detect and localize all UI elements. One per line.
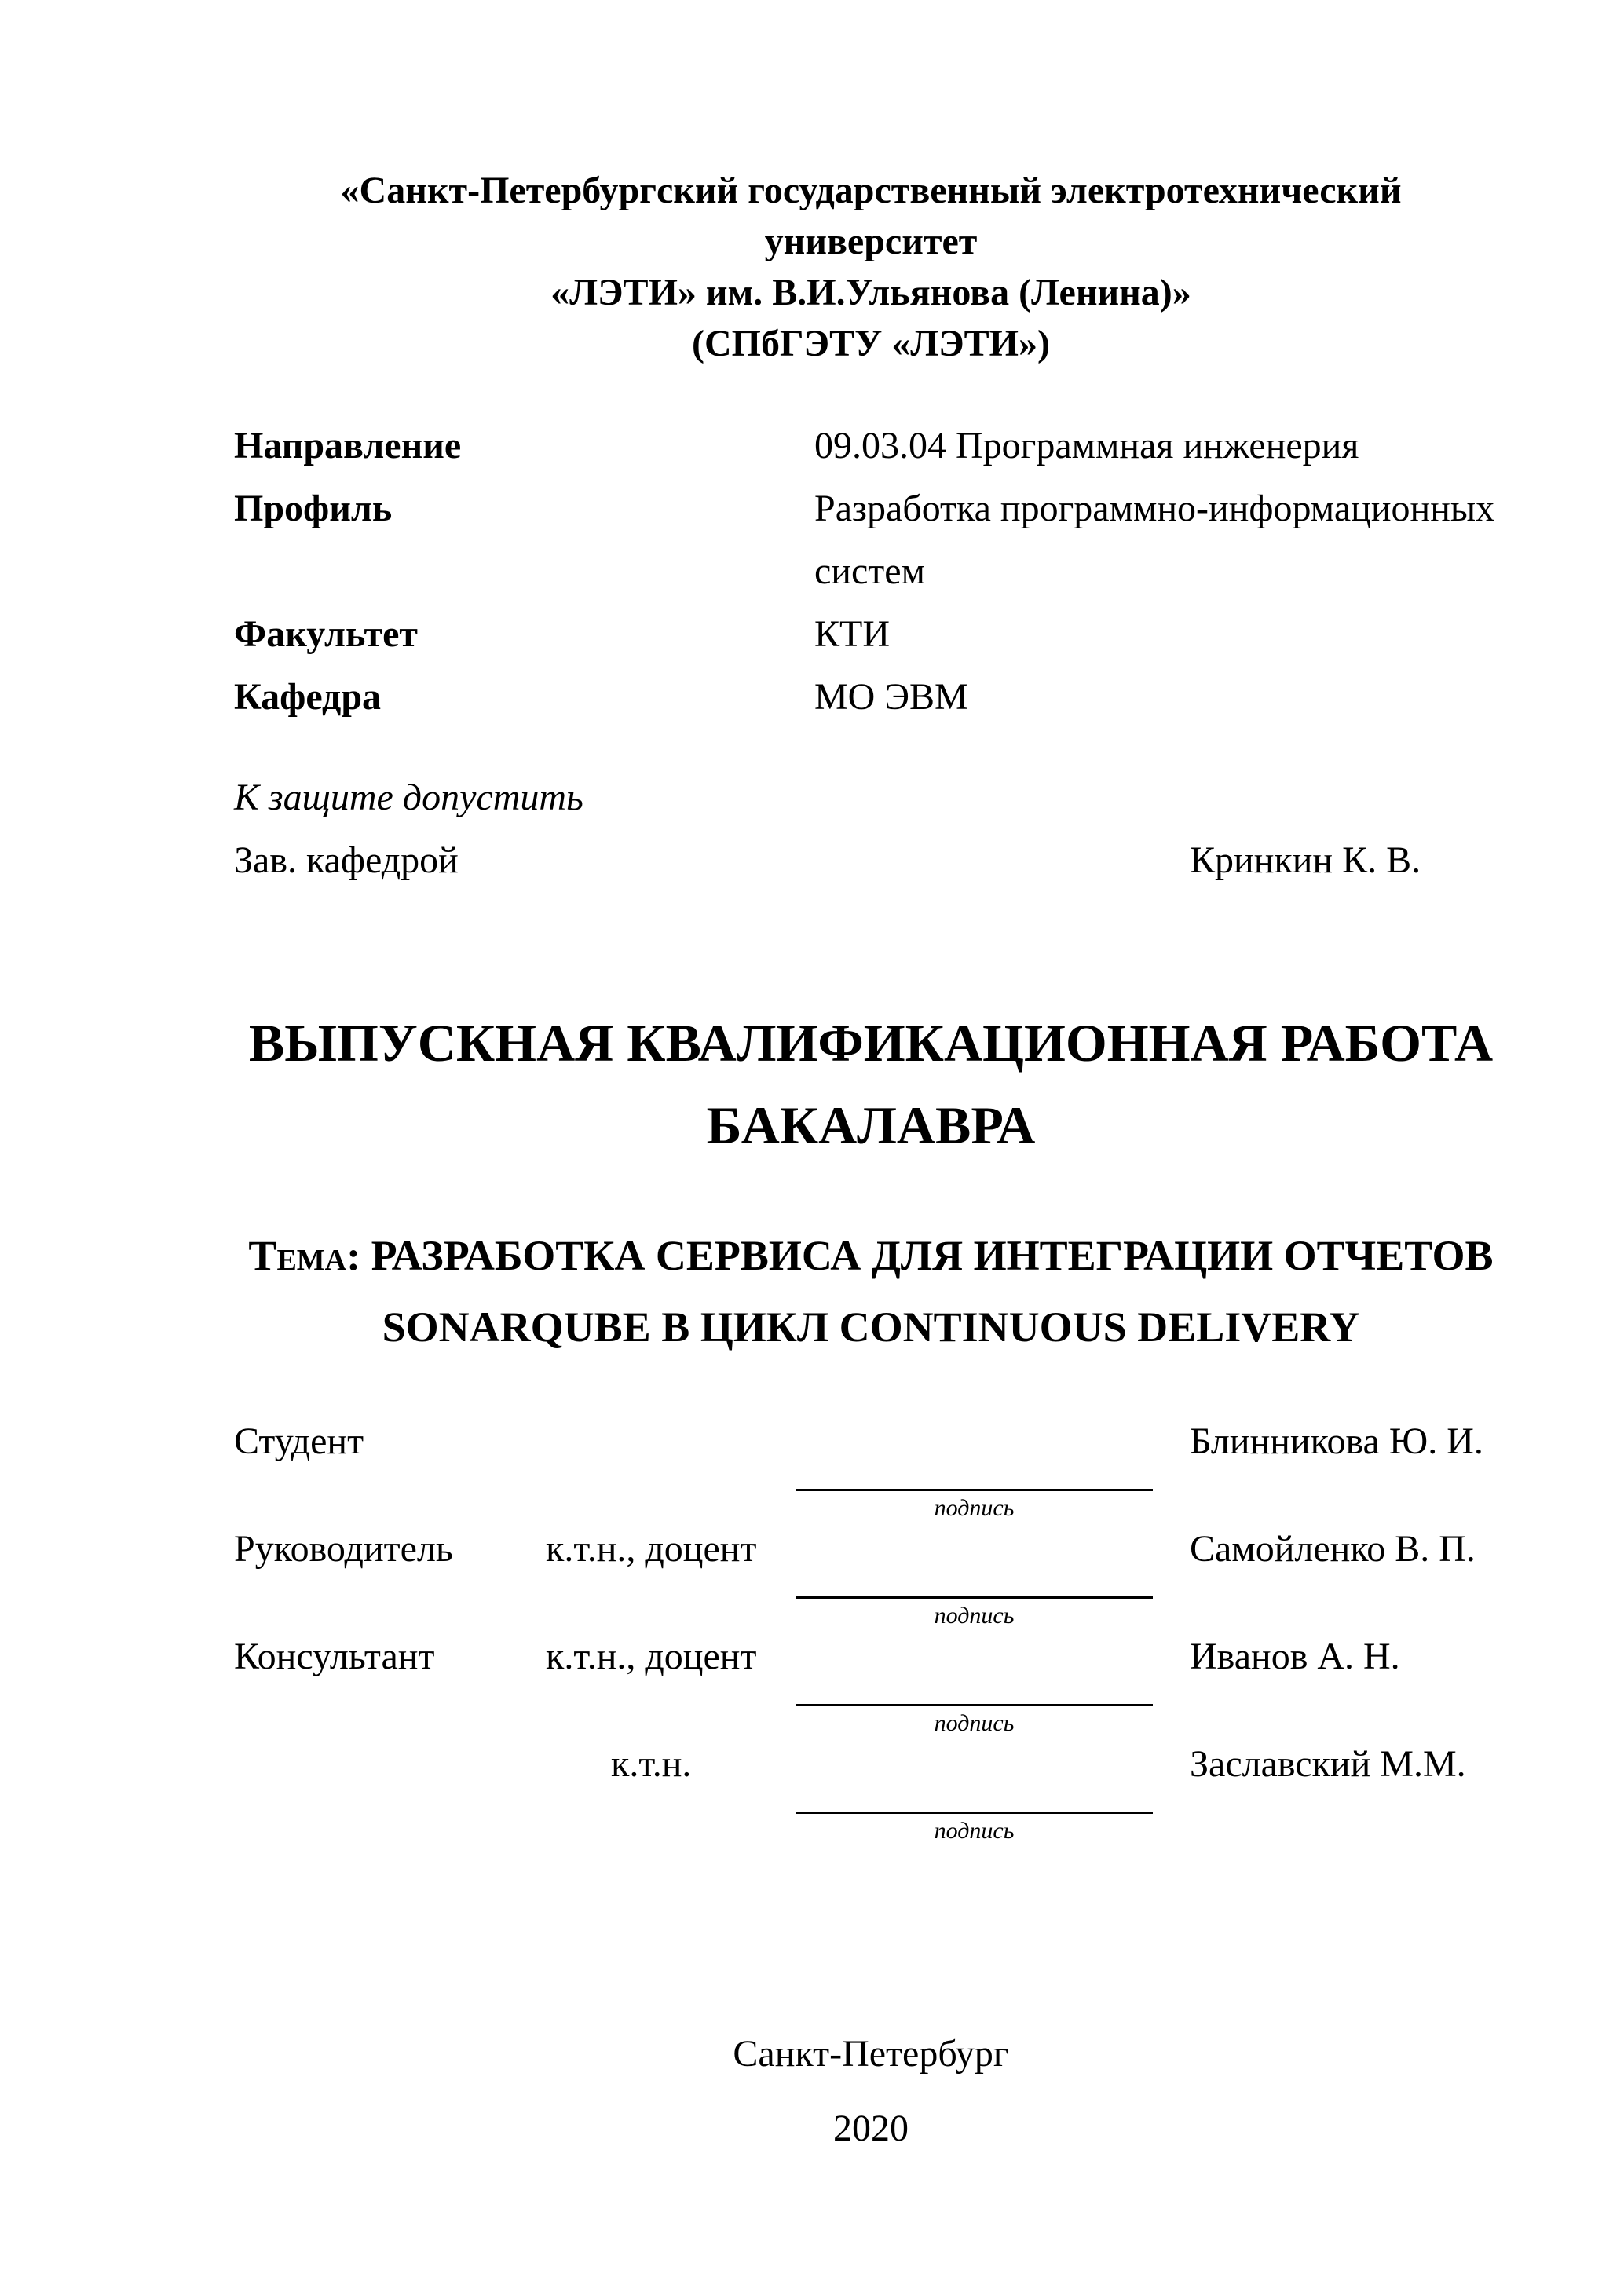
signature-caption: подпись [934,1603,1015,1629]
work-title-line-2: БАКАЛАВРА [706,1095,1036,1155]
admission-block [234,766,1508,892]
signature-line [796,1420,1153,1491]
field-label-profile: Профиль [234,488,393,529]
signature-cell [796,1635,1153,1742]
signature-cell [796,1420,1153,1527]
department-head-label: Зав. кафедрой [234,839,459,881]
page-footer [234,2016,1508,2166]
signature-cell [796,1527,1153,1635]
page-content [234,0,1508,2166]
field-value-direction: 09.03.04 Программная инженерия [814,425,1359,466]
signature-line [796,1742,1153,1814]
work-title-line-1: ВЫПУСКНАЯ КВАЛИФИКАЦИОННАЯ РАБОТА [248,1013,1494,1073]
signature-role: Руководитель [234,1528,453,1570]
signature-cell [796,1742,1153,1850]
signature-rank: к.т.н., доцент [546,1636,757,1677]
field-value-profile: Разработка программно-информационных систем [814,488,1495,592]
signature-role: Консультант [234,1636,435,1677]
signature-row-student [234,1420,1508,1527]
signature-name: Самойленко В. П. [1190,1528,1476,1570]
field-value-faculty: КТИ [814,613,890,655]
signature-name: Иванов А. Н. [1190,1636,1400,1677]
program-fields [234,415,1508,729]
theme-prefix: Тема: [248,1232,361,1279]
year-label: 2020 [833,2108,909,2149]
department-head-name: Кринкин К. В. [1190,839,1421,881]
signature-rank: к.т.н. [611,1743,692,1785]
field-label-department: Кафедра [234,676,382,718]
signature-line [796,1527,1153,1599]
field-value-department: МО ЭВМ [814,676,968,718]
signature-name: Заславский М.М. [1190,1743,1466,1785]
signature-row-second-consultant [234,1742,1508,1850]
university-name-line-2: «ЛЭТИ» им. В.И.Ульянова (Ленина)» [550,272,1191,313]
field-label-direction: Направление [234,425,462,466]
university-name-line-1: «Санкт-Петербургский государственный электротехнический университет [340,170,1402,262]
signature-line [796,1635,1153,1706]
city-label: Санкт-Петербург [733,2033,1009,2075]
admission-signer-row [234,829,1508,892]
signature-caption: подпись [934,1818,1015,1844]
university-abbreviation: (СПбГЭТУ «ЛЭТИ») [692,323,1050,364]
signature-caption: подпись [934,1495,1015,1521]
field-label-faculty: Факультет [234,613,418,655]
university-header [234,0,1508,369]
theme-line-1 [234,1220,1508,1292]
signature-row-supervisor [234,1527,1508,1635]
theme-block [234,1220,1508,1363]
work-title [234,1002,1508,1167]
signature-role: Студент [234,1420,364,1462]
admission-statement: К защите допустить [234,777,583,818]
theme-line-1-text: РАЗРАБОТКА СЕРВИСА ДЛЯ ИНТЕГРАЦИИ ОТЧЕТОВ [371,1232,1494,1279]
signature-name: Блинникова Ю. И. [1190,1420,1483,1462]
signature-caption: подпись [934,1710,1015,1736]
theme-line-2: SONARQUBE В ЦИКЛ CONTINUOUS DELIVERY [382,1303,1360,1351]
signature-rank: к.т.н., доцент [546,1528,757,1570]
signature-row-consultant [234,1635,1508,1742]
signature-rows [234,1420,1508,1850]
